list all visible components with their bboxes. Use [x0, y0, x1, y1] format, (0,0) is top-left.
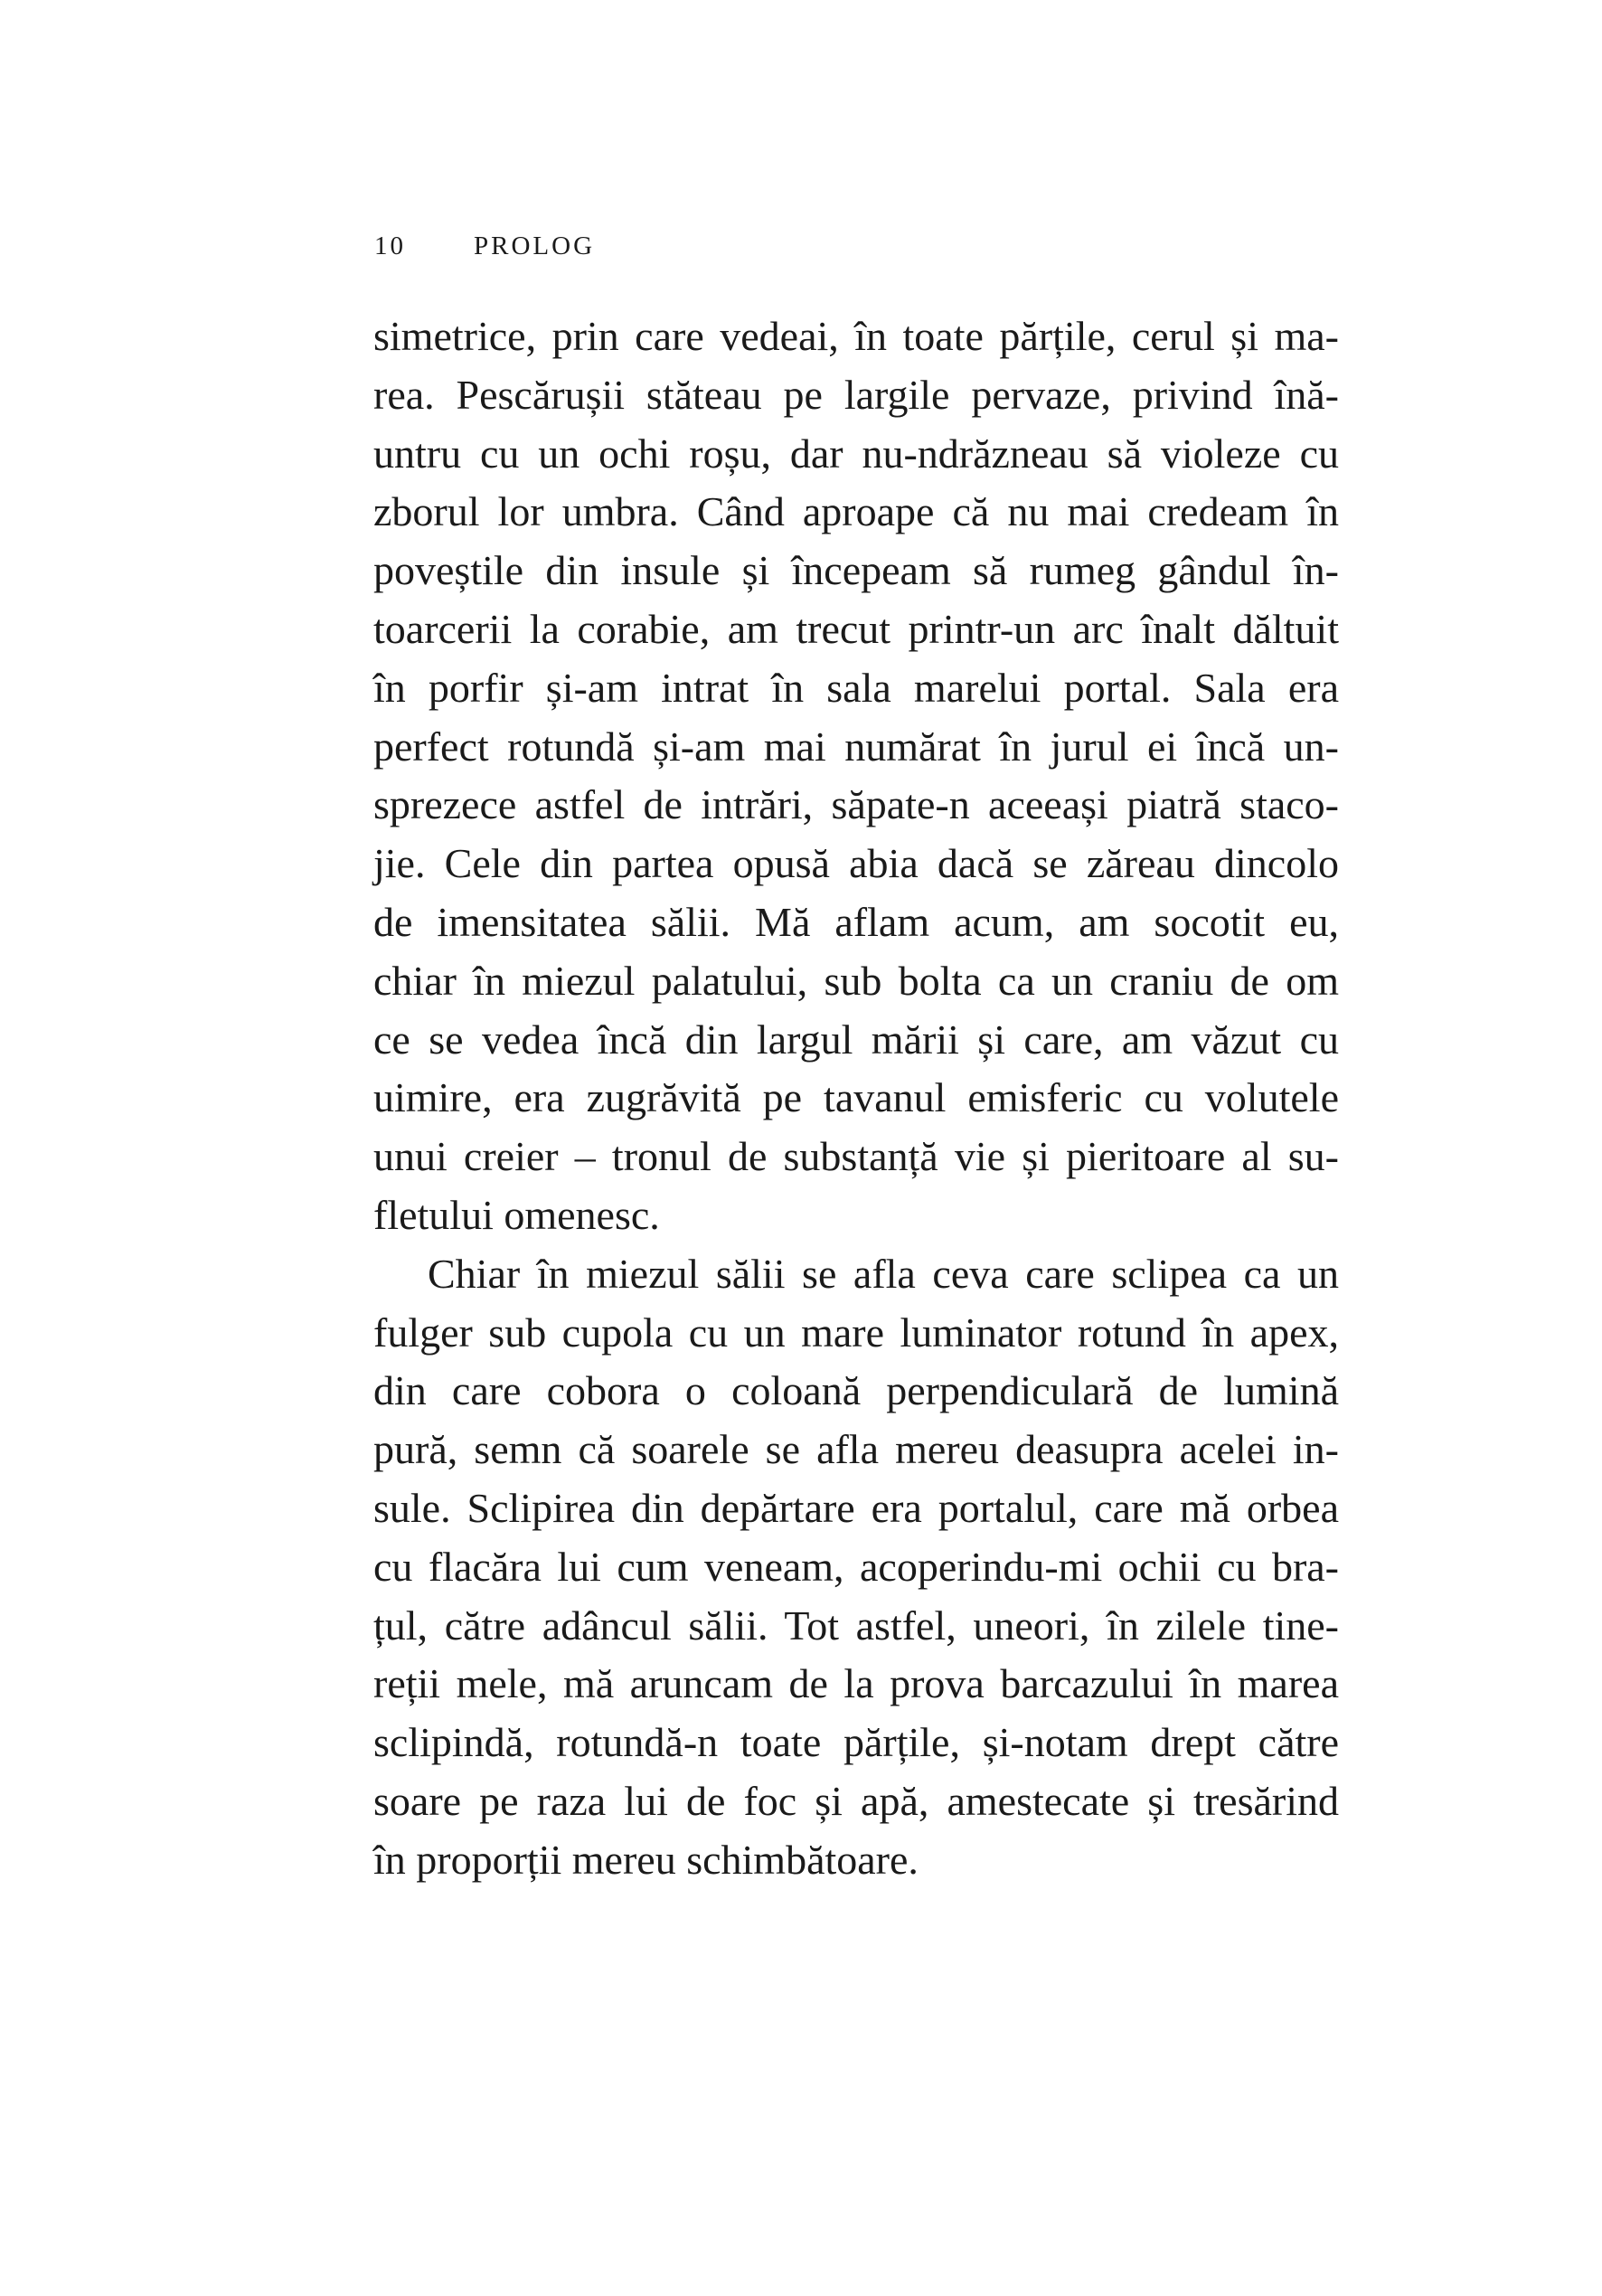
text-line: din care cobora o coloană perpendiculară de lumină	[373, 1367, 1339, 1414]
text-line: în porfir și-am intrat în sala marelui portal. Sala era	[373, 664, 1339, 711]
text-line: ce se vedea încă din largul mării și care, am văzut cu	[373, 1016, 1339, 1063]
text-line: în proporții mereu schimbătoare.	[373, 1836, 919, 1883]
text-line: rea. Pescărușii stăteau pe largile pervaze, privind înă-	[373, 371, 1339, 418]
text-line: sule. Sclipirea din depărtare era portalul, care mă orbea	[373, 1484, 1339, 1531]
text-line: perfect rotundă și-am mai numărat în jurul ei încă un-	[373, 723, 1339, 770]
text-line: uimire, era zugrăvită pe tavanul emisferic cu volutele	[373, 1074, 1339, 1121]
text-line: cu flacăra lui cum veneam, acoperindu-mi ochii cu bra-	[373, 1543, 1339, 1590]
text-line: sclipindă, rotundă-n toate părțile, și-notam drept către	[373, 1719, 1339, 1766]
text-line: de imensitatea sălii. Mă aflam acum, am socotit eu,	[373, 898, 1339, 945]
text-line: fulger sub cupola cu un mare luminator rotund în apex,	[373, 1309, 1339, 1356]
text-line: untru cu un ochi roșu, dar nu-ndrăzneau să violeze cu	[373, 430, 1339, 477]
text-line: țul, către adâncul sălii. Tot astfel, uneori, în zilele tine-	[373, 1602, 1339, 1649]
text-line: pură, semn că soarele se afla mereu deasupra acelei in-	[373, 1426, 1339, 1473]
text-line: sprezece astfel de intrări, săpate-n aceeași piatră staco-	[373, 781, 1339, 828]
text-line: chiar în miezul palatului, sub bolta ca un craniu de om	[373, 957, 1339, 1004]
body-text	[373, 307, 1339, 1890]
running-header	[374, 231, 595, 261]
text-line: zborul lor umbra. Când aproape că nu mai credeam în	[373, 488, 1339, 535]
text-line: jie. Cele din partea opusă abia dacă se zăreau dincolo	[373, 840, 1339, 887]
text-line: poveștile din insule și începeam să rumeg gândul în-	[373, 547, 1339, 594]
page-number: 10	[374, 231, 406, 260]
text-line: simetrice, prin care vedeai, în toate părțile, cerul și ma-	[373, 313, 1339, 359]
text-line: unui creier – tronul de substanță vie și pieritoare al su-	[373, 1133, 1339, 1180]
text-line: fletului omenesc.	[373, 1191, 660, 1238]
section-title: PROLOG	[474, 231, 596, 260]
text-line: soare pe raza lui de foc și apă, amestecate și tresărind	[373, 1777, 1339, 1824]
text-line: reții mele, mă aruncam de la prova barcazului în marea	[373, 1660, 1339, 1707]
text-line: toarcerii la corabie, am trecut printr-un arc înalt dăltuit	[373, 605, 1339, 652]
text-line: Chiar în miezul sălii se afla ceva care sclipea ca un	[428, 1250, 1339, 1297]
